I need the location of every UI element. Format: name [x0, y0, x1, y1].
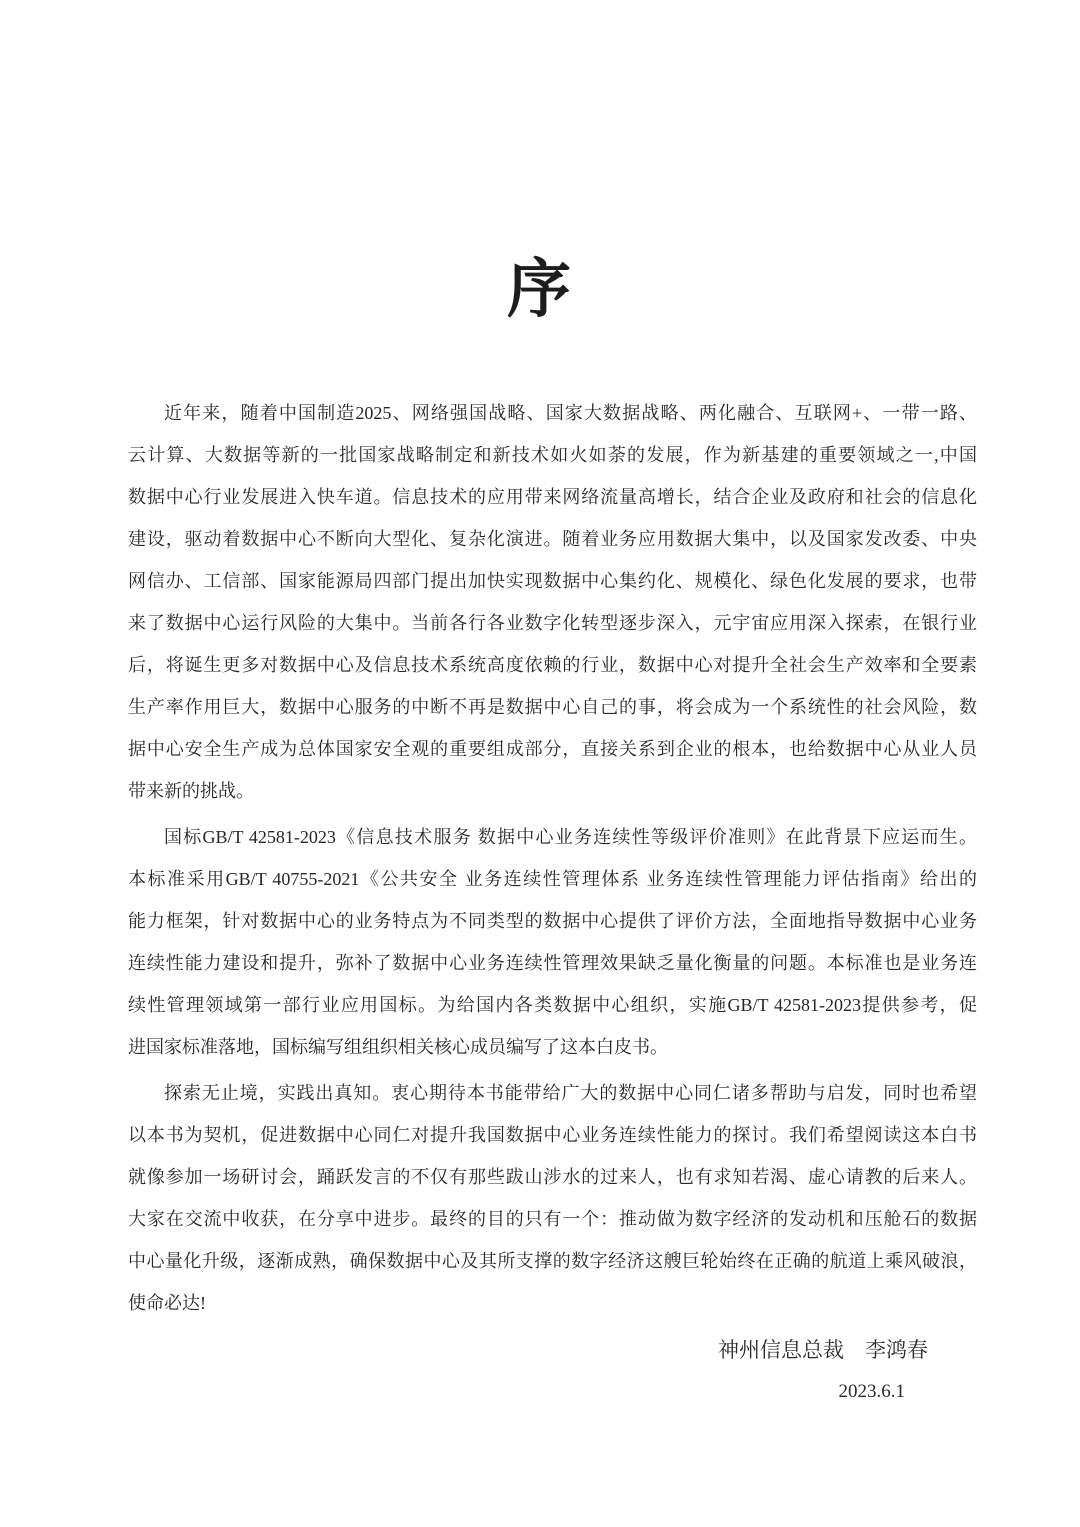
- text-line: 网信办、工信部、国家能源局四部门提出加快实现数据中心集约化、规模化、绿色化发展的要求，也带: [128, 571, 977, 591]
- text-line: 近年来，随着中国制造2025、网络强国战略、国家大数据战略、两化融合、互联网+、一带一路、: [164, 403, 977, 423]
- text-line: 以本书为契机，促进数据中心同仁对提升我国数据中心业务连续性能力的探讨。我们希望阅读这本白书: [128, 1125, 977, 1145]
- paragraph: [128, 392, 977, 812]
- text-line: 探索无止境，实践出真知。衷心期待本书能带给广大的数据中心同仁诸多帮助与启发，同时也希望: [164, 1083, 977, 1103]
- text-line: 就像参加一场研讨会，踊跃发言的不仅有那些跋山涉水的过来人，也有求知若渴、虚心请教的后来人。: [128, 1167, 977, 1187]
- page-title: 序: [507, 254, 573, 325]
- text-line: 进国家标准落地，国标编写组组织相关核心成员编写了这本白皮书。: [128, 1037, 668, 1057]
- text-line: 本标准采用GB/T 40755-2021《公共安全 业务连续性管理体系 业务连续性管理能力评估指南》给出的: [128, 869, 977, 889]
- text-line: 数据中心行业发展进入快车道。信息技术的应用带来网络流量高增长，结合企业及政府和社会的信息化: [128, 487, 977, 507]
- text-line: 连续性能力建设和提升，弥补了数据中心业务连续性管理效果缺乏量化衡量的问题。本标准也是业务连: [128, 953, 977, 973]
- text-line: 建设，驱动着数据中心不断向大型化、复杂化演进。随着业务应用数据大集中，以及国家发改委、中央: [128, 529, 977, 549]
- text-line: 中心量化升级，逐渐成熟，确保数据中心及其所支撑的数字经济这艘巨轮始终在正确的航道上乘风破浪，: [128, 1251, 977, 1271]
- text-line: 带来新的挑战。: [128, 781, 254, 801]
- text-line: 据中心安全生产成为总体国家安全观的重要组成部分，直接关系到企业的根本，也给数据中心从业人员: [128, 739, 977, 759]
- text-line: 云计算、大数据等新的一批国家战略制定和新技术如火如荼的发展，作为新基建的重要领域之一,中国: [128, 445, 977, 465]
- paragraph: [128, 816, 977, 1068]
- text-line: 能力框架，针对数据中心的业务特点为不同类型的数据中心提供了评价方法，全面地指导数据中心业务: [128, 911, 977, 931]
- text-line: 续性管理领域第一部行业应用国标。为给国内各类数据中心组织，实施GB/T 42581-2023提供参考，促: [128, 995, 977, 1015]
- text-line: 大家在交流中收获，在分享中进步。最终的目的只有一个：推动做为数字经济的发动机和压舱石的数据: [128, 1209, 977, 1229]
- text-line: 使命必达!: [128, 1293, 206, 1313]
- date-line: 2023.6.1: [838, 1381, 905, 1402]
- text-line: 来了数据中心运行风险的大集中。当前各行各业数字化转型逐步深入，元宇宙应用深入探索，在银行业: [128, 613, 977, 633]
- signature-line: 神州信息总裁 李鸿春: [718, 1338, 928, 1362]
- text-line: 后，将诞生更多对数据中心及信息技术系统高度依赖的行业，数据中心对提升全社会生产效率和全要素: [128, 655, 977, 675]
- text-line: 生产率作用巨大，数据中心服务的中断不再是数据中心自己的事，将会成为一个系统性的社会风险，数: [128, 697, 977, 717]
- preface-body: [128, 392, 977, 1324]
- text-line: 国标GB/T 42581-2023《信息技术服务 数据中心业务连续性等级评价准则》在此背景下应运而生。: [164, 827, 977, 847]
- paragraph: [128, 1072, 977, 1324]
